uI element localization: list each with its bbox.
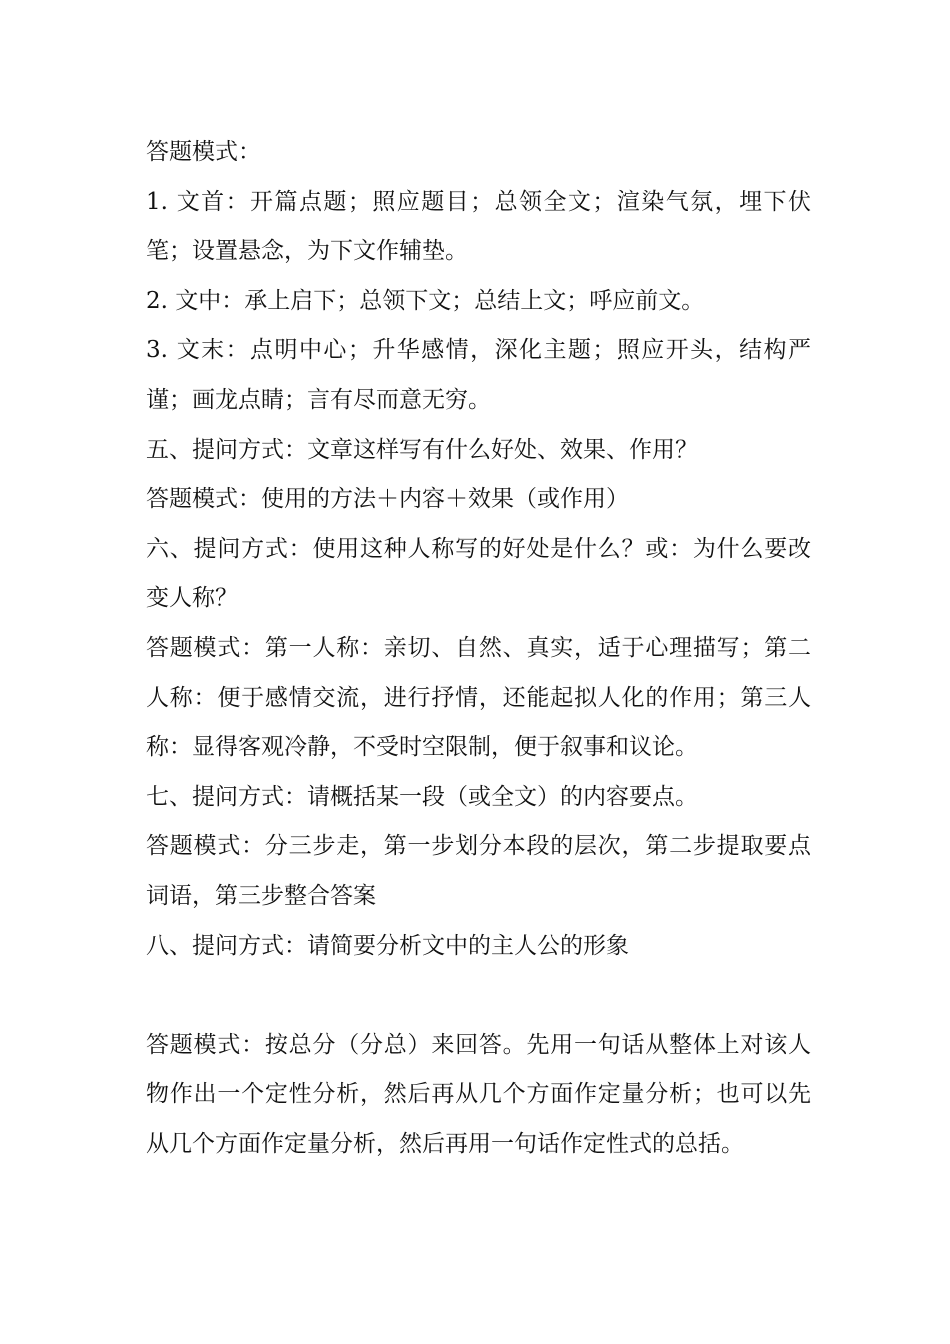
paragraph-question-8: 八、提问方式：请简要分析文中的主人公的形象 — [146, 932, 629, 959]
paragraph-answer-7: 答题模式：分三步走，第一步划分本段的层次，第二步提取要点词语，第三步整合答案 — [146, 833, 811, 909]
paragraph-question-5: 五、提问方式：文章这样写有什么好处、效果、作用？ — [146, 436, 698, 463]
paragraph-middle: 2. 文中：承上启下；总领下文；总结上文；呼应前文。 — [146, 287, 705, 314]
paragraph-ending: 3. 文末：点明中心；升华感情，深化主题；照应开头，结构严谨；画龙点睛；言有尽而意无穷。 — [146, 337, 811, 413]
paragraph-answer-6: 答题模式：第一人称：亲切、自然、真实，适于心理描写；第二人称：便于感情交流，进行抒情，还能起拟人化的作用；第三人称：显得客观冷静，不受时空限制，便于叙事和议论。 — [146, 634, 811, 761]
paragraph-answer-5: 答题模式：使用的方法＋内容＋效果（或作用） — [146, 486, 629, 513]
paragraph-question-7: 七、提问方式：请概括某一段（或全文）的内容要点。 — [146, 783, 698, 810]
document-body — [146, 128, 811, 1169]
paragraph-question-6: 六、提问方式：使用这种人称写的好处是什么？或：为什么要改变人称？ — [146, 535, 811, 612]
paragraph-answer-8: 答题模式：按总分（分总）来回答。先用一句话从整体上对该人物作出一个定性分析，然后再从几个方面作定量分析；也可以先从几个方面作定量分析，然后再用一句话作定性式的总括。 — [146, 1031, 811, 1157]
paragraph-opening: 1. 文首：开篇点题；照应题目；总领全文；渲染气氛，埋下伏笔；设置悬念，为下文作辅垫。 — [146, 188, 811, 265]
paragraph-answer-pattern-heading: 答题模式： — [146, 139, 261, 165]
